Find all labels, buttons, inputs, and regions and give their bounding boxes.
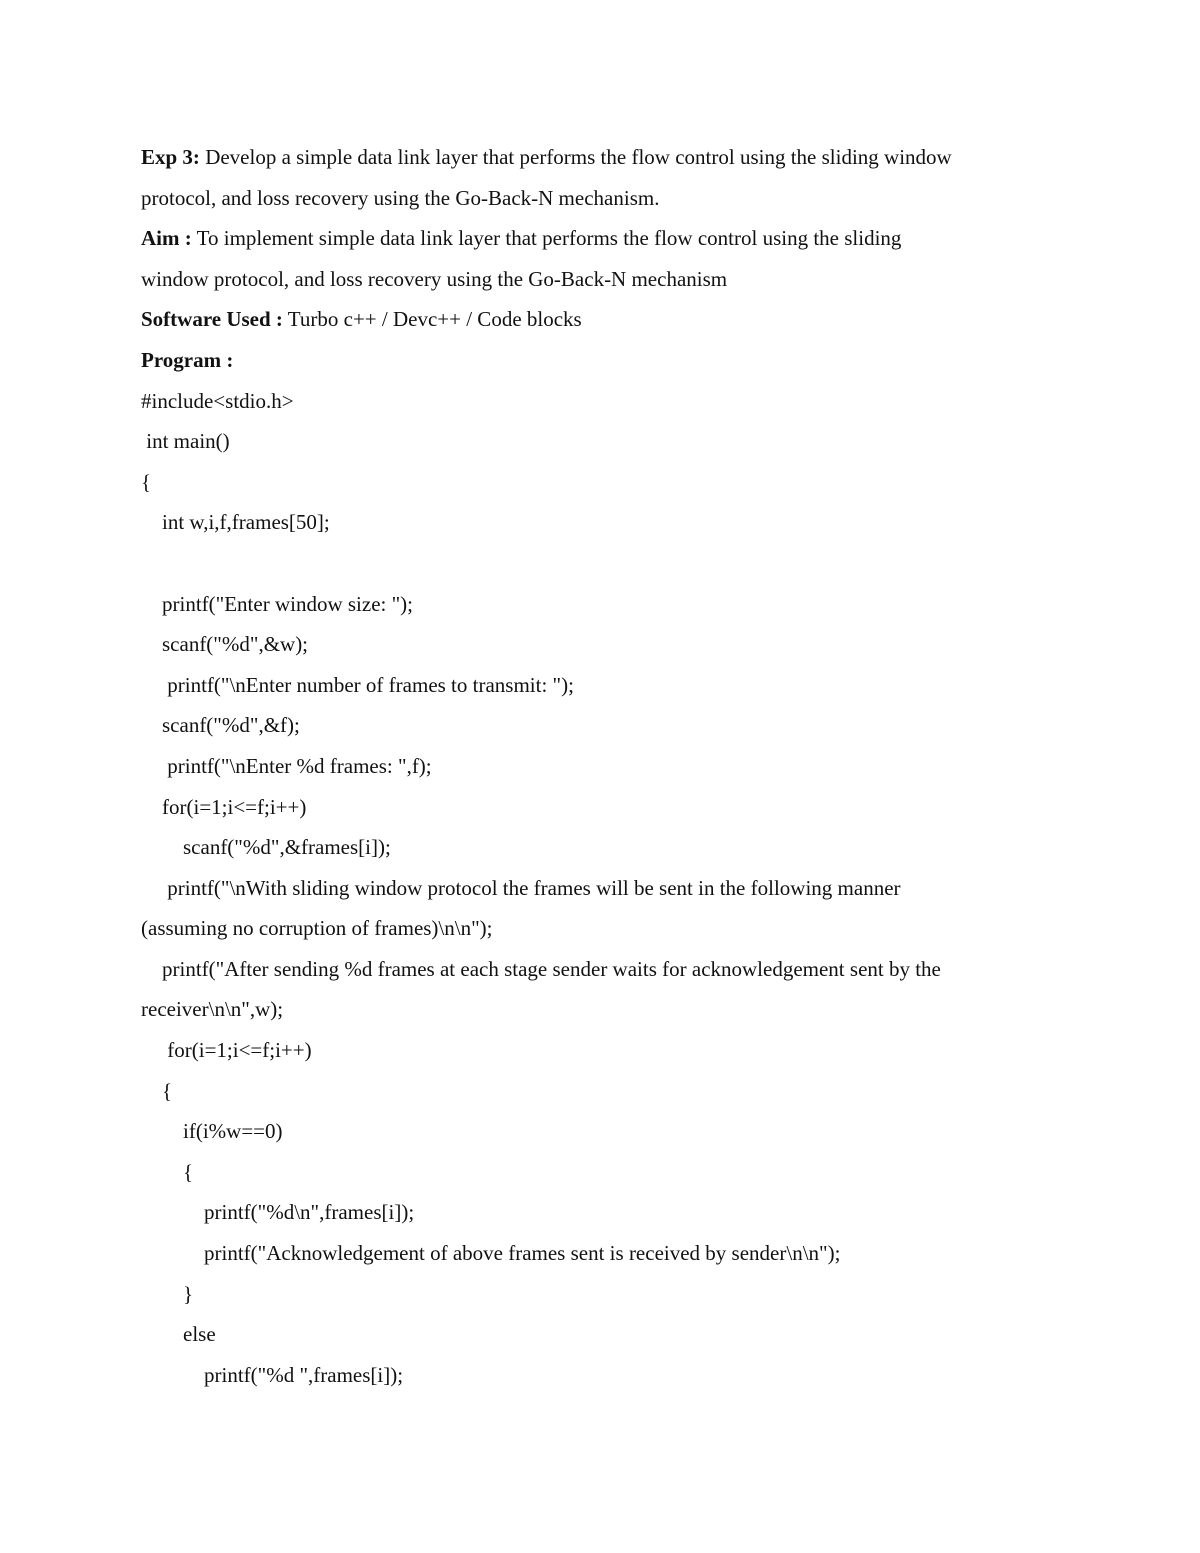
code-line: for(i=1;i<=f;i++) <box>141 794 307 819</box>
code-line: } <box>141 1281 194 1306</box>
code-line: scanf("%d",&frames[i]); <box>141 835 391 860</box>
exp-text-2: protocol, and loss recovery using the Go-Back-N mechanism. <box>141 185 660 210</box>
code-line: int w,i,f,frames[50]; <box>141 510 330 535</box>
code-line <box>141 543 1071 584</box>
code-line: int main() <box>141 429 230 454</box>
code-line: receiver\n\n",w); <box>141 997 284 1022</box>
program-label: Program : <box>141 347 234 372</box>
code-line: printf("\nEnter number of frames to transmit: "); <box>141 672 574 697</box>
software-label: Software Used : <box>141 307 283 332</box>
code-line: (assuming no corruption of frames)\n\n"); <box>141 916 493 941</box>
code-line: #include<stdio.h> <box>141 388 294 413</box>
software-text: Turbo c++ / Devc++ / Code blocks <box>282 307 582 332</box>
code-line: printf("%d ",frames[i]); <box>141 1362 404 1387</box>
aim-line-1 <box>141 218 1071 259</box>
exp-text-1: Develop a simple data link layer that performs the flow control using the sliding window <box>199 145 952 169</box>
document-content <box>141 137 1071 1395</box>
aim-label: Aim : <box>141 226 192 251</box>
code-line: for(i=1;i<=f;i++) <box>141 1038 312 1063</box>
code-line: else <box>141 1322 216 1347</box>
code-line: printf("%d\n",frames[i]); <box>141 1200 415 1225</box>
code-line: scanf("%d",&w); <box>141 632 309 657</box>
code-line: if(i%w==0) <box>141 1119 283 1144</box>
code-line: printf("After sending %d frames at each stage sender waits for acknowledgement sent by the <box>141 956 941 981</box>
code-line: scanf("%d",&f); <box>141 713 300 738</box>
code-line: { <box>141 469 152 494</box>
code-line: { <box>141 1078 173 1103</box>
code-line: printf("Acknowledgement of above frames sent is received by sender\n\n"); <box>141 1241 841 1266</box>
exp-label: Exp 3: <box>141 145 200 169</box>
exp-line-1 <box>141 137 1071 178</box>
code-line: printf("\nWith sliding window protocol the frames will be sent in the following manner <box>141 875 901 900</box>
aim-text-2: window protocol, and loss recovery using the Go-Back-N mechanism <box>141 266 728 291</box>
software-line <box>141 299 1071 340</box>
exp-line-2 <box>141 178 1071 219</box>
aim-line-2 <box>141 259 1071 300</box>
code-line: { <box>141 1159 194 1184</box>
code-line: printf("Enter window size: "); <box>141 591 413 616</box>
program-line <box>141 340 1071 381</box>
aim-text-1: To implement simple data link layer that performs the flow control using the sliding <box>191 226 902 251</box>
code-line: printf("\nEnter %d frames: ",f); <box>141 753 432 778</box>
